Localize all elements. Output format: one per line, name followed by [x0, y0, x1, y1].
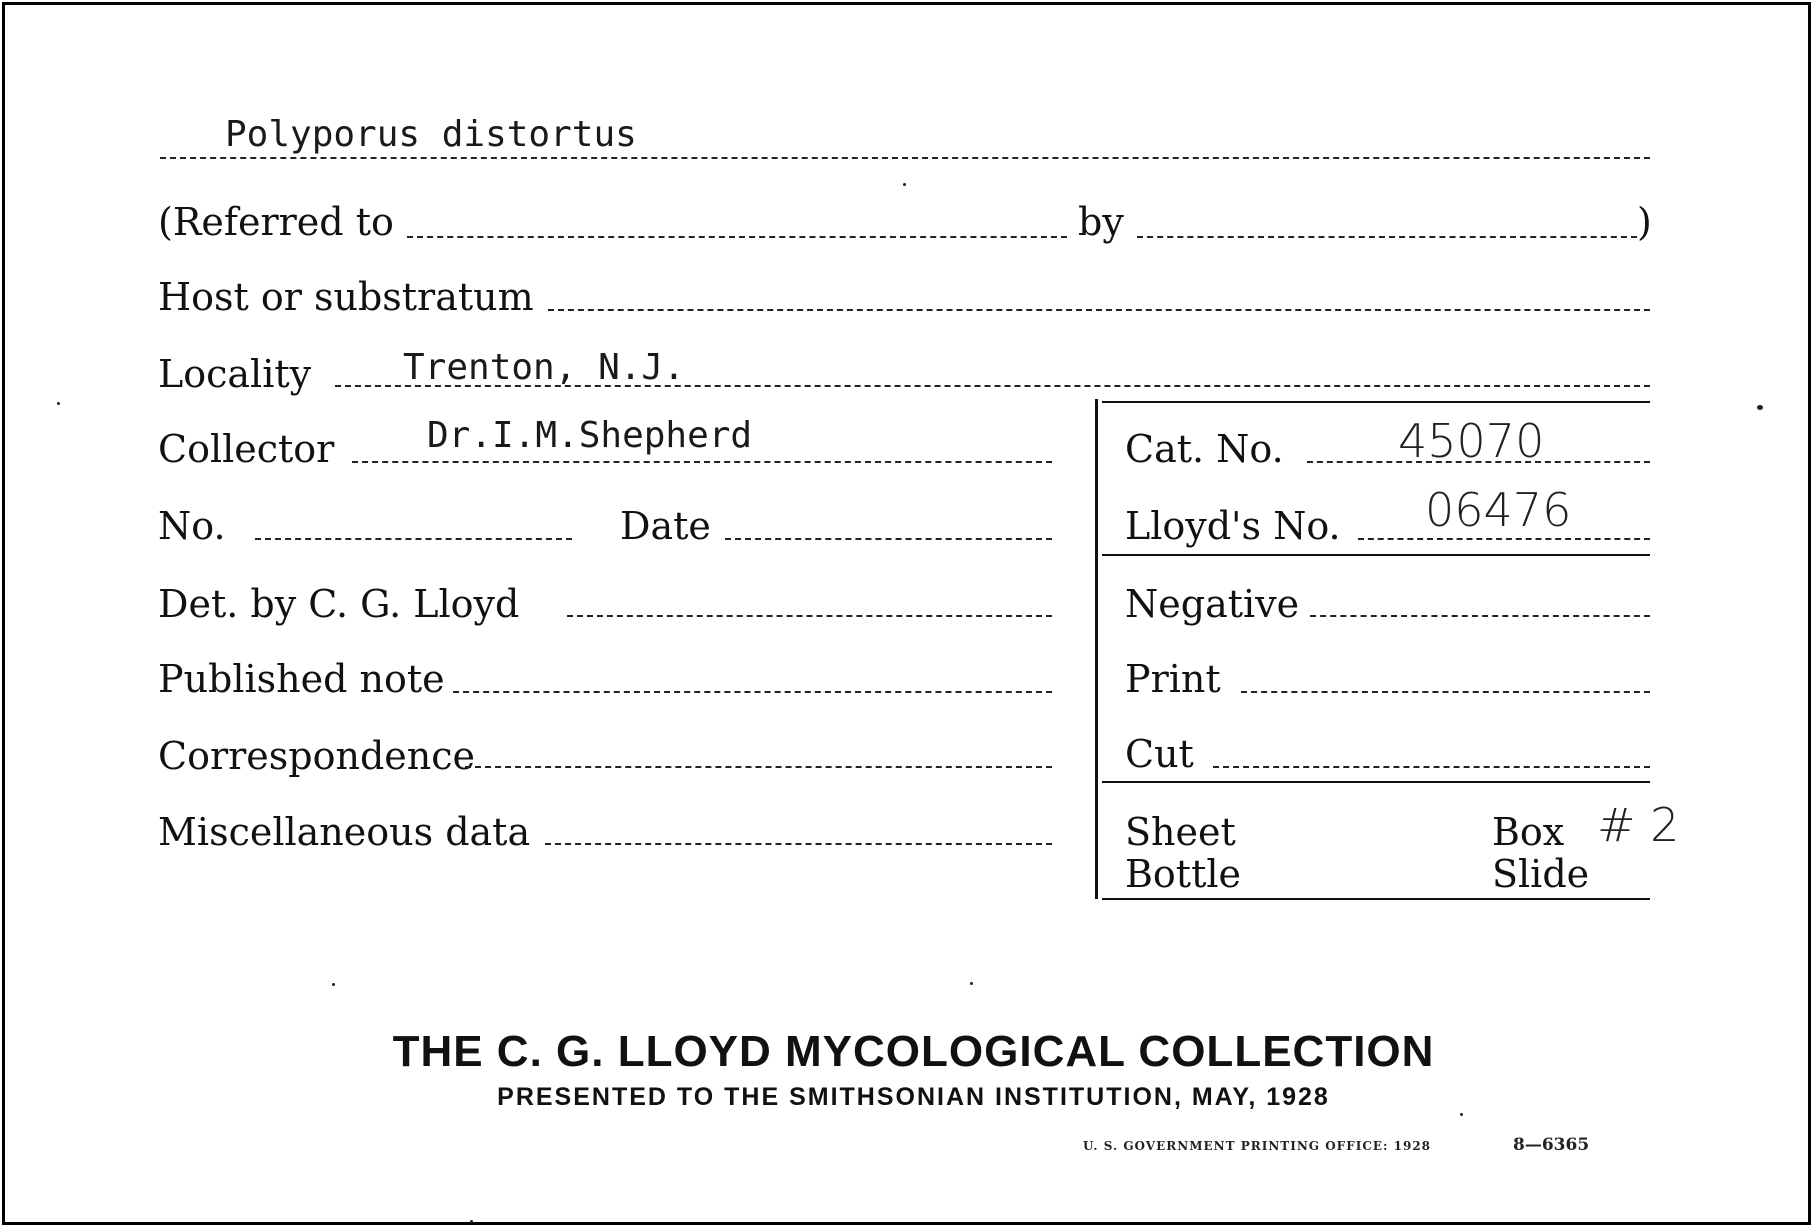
- collector-line: [352, 461, 1052, 463]
- date-label: Date: [620, 504, 711, 548]
- misc-data-label: Miscellaneous data: [158, 810, 531, 854]
- negative-label: Negative: [1125, 582, 1300, 626]
- negative-line: [1310, 615, 1650, 617]
- slide-label: Slide: [1492, 852, 1590, 896]
- referred-to-line: [407, 236, 1067, 238]
- right-box-top-rule: [1102, 401, 1650, 403]
- close-paren: ): [1637, 200, 1652, 244]
- locality-value: Trenton, N.J.: [403, 347, 685, 388]
- cut-line: [1213, 766, 1650, 768]
- sheet-label: Sheet: [1125, 810, 1236, 854]
- det-by-label: Det. by C. G. Lloyd: [158, 582, 520, 626]
- correspondence-line: [465, 766, 1052, 768]
- cut-rule: [1102, 781, 1650, 783]
- print-line: [1241, 691, 1650, 693]
- specimen-card: [2, 2, 1811, 1225]
- referred-to-label: (Referred to: [158, 200, 394, 244]
- printer-note: U. S. GOVERNMENT PRINTING OFFICE: 1928: [1083, 1139, 1432, 1153]
- lloyds-no-rule: [1102, 554, 1650, 556]
- by-label: by: [1078, 200, 1124, 244]
- collection-subtitle: PRESENTED TO THE SMITHSONIAN INSTITUTION, MAY, 1928: [497, 1083, 1330, 1111]
- published-note-label: Published note: [158, 657, 445, 701]
- misc-data-line: [545, 843, 1052, 845]
- det-by-line: [567, 615, 1052, 617]
- bottle-label: Bottle: [1125, 852, 1241, 896]
- by-line: [1137, 236, 1637, 238]
- host-line: [548, 309, 1650, 311]
- lloyds-no-value: 06476: [1425, 483, 1572, 537]
- cat-no-line: [1307, 461, 1650, 463]
- published-note-line: [453, 691, 1052, 693]
- form-number: 8—6365: [1513, 1135, 1590, 1155]
- scan-speck: [1460, 1113, 1463, 1116]
- locality-line: [335, 385, 1650, 387]
- lloyds-no-label: Lloyd's No.: [1125, 504, 1341, 548]
- lloyds-no-line: [1358, 538, 1650, 540]
- host-label: Host or substratum: [158, 275, 534, 319]
- species-line: [160, 157, 1650, 159]
- collector-label: Collector: [158, 427, 335, 471]
- right-box-divider: [1095, 399, 1098, 899]
- cut-label: Cut: [1125, 732, 1194, 776]
- correspondence-label: Correspondence: [158, 734, 476, 778]
- no-line: [255, 538, 572, 540]
- cat-no-label: Cat. No.: [1125, 427, 1284, 471]
- scan-speck: [332, 983, 335, 986]
- scan-speck: [1757, 405, 1763, 410]
- species-name: Polyporus distortus: [225, 114, 637, 155]
- scan-speck: [470, 1220, 473, 1223]
- print-label: Print: [1125, 657, 1221, 701]
- box-value: # 2: [1597, 798, 1680, 852]
- no-label: No.: [158, 504, 226, 548]
- scan-speck: [903, 183, 906, 186]
- scan-speck: [57, 402, 60, 405]
- locality-label: Locality: [158, 352, 312, 396]
- cat-no-value: 45070: [1398, 414, 1545, 468]
- date-line: [725, 538, 1052, 540]
- scan-speck: [970, 982, 973, 985]
- bottom-box-rule: [1102, 898, 1650, 900]
- box-label: Box: [1492, 810, 1565, 854]
- collector-value: Dr.I.M.Shepherd: [427, 415, 753, 456]
- collection-title: THE C. G. LLOYD MYCOLOGICAL COLLECTION: [392, 1027, 1435, 1076]
